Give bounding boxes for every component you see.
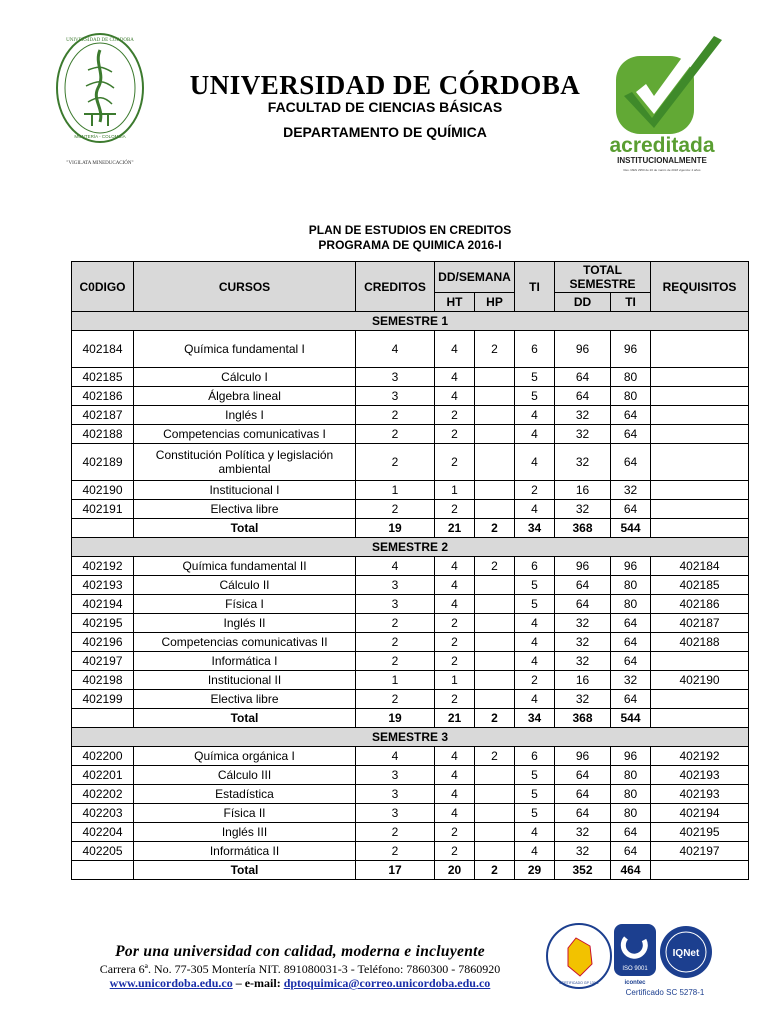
table-row <box>72 690 749 709</box>
curriculum-body <box>72 312 749 880</box>
semester-ti: 80 <box>611 804 651 823</box>
requisites: 402190 <box>651 671 749 690</box>
credits: 2 <box>356 500 435 519</box>
hours-ht: 2 <box>435 652 475 671</box>
email-separator: – e-mail: <box>232 976 284 990</box>
course-code: 402191 <box>72 500 134 519</box>
hours-hp <box>475 425 515 444</box>
total-ht: 21 <box>435 709 475 728</box>
semester-ti: 32 <box>611 671 651 690</box>
credits: 4 <box>356 331 435 368</box>
seal-outer-text: UNIVERSIDAD DE CÓRDOBA <box>66 38 134 43</box>
requisites: 402188 <box>651 633 749 652</box>
semester-ti: 80 <box>611 785 651 804</box>
total-blank <box>72 519 134 538</box>
iqnet-label: IQNet <box>672 948 700 959</box>
requisites: 402187 <box>651 614 749 633</box>
course-name: Estadística <box>134 785 356 804</box>
hours-ti: 5 <box>515 785 555 804</box>
table-row <box>72 595 749 614</box>
credits: 4 <box>356 557 435 576</box>
semester-dd: 32 <box>555 842 611 861</box>
hours-hp <box>475 595 515 614</box>
course-code: 402204 <box>72 823 134 842</box>
course-code: 402200 <box>72 747 134 766</box>
accreditation-word: acreditada <box>609 134 715 157</box>
semester-dd: 32 <box>555 690 611 709</box>
credits: 2 <box>356 842 435 861</box>
semester-dd: 64 <box>555 595 611 614</box>
hours-ti: 5 <box>515 576 555 595</box>
hours-ht: 2 <box>435 842 475 861</box>
course-name: Competencias comunicativas II <box>134 633 356 652</box>
course-code: 402187 <box>72 406 134 425</box>
hours-ht: 1 <box>435 671 475 690</box>
semester-ti: 64 <box>611 652 651 671</box>
credits: 3 <box>356 368 435 387</box>
semester-dd: 32 <box>555 425 611 444</box>
credits: 2 <box>356 652 435 671</box>
total-ti: 29 <box>515 861 555 880</box>
semester-dd: 64 <box>555 785 611 804</box>
col-dd: DD <box>555 293 611 312</box>
semester-dd: 32 <box>555 406 611 425</box>
semester-ti: 80 <box>611 368 651 387</box>
requisites: 402193 <box>651 785 749 804</box>
hours-ht: 4 <box>435 804 475 823</box>
total-dd: 368 <box>555 519 611 538</box>
requisites <box>651 368 749 387</box>
course-name: Inglés I <box>134 406 356 425</box>
semester-dd: 64 <box>555 576 611 595</box>
credits: 2 <box>356 633 435 652</box>
total-dd: 368 <box>555 709 611 728</box>
credits: 3 <box>356 595 435 614</box>
credits: 3 <box>356 785 435 804</box>
hours-ht: 4 <box>435 595 475 614</box>
total-blank <box>72 861 134 880</box>
hours-ht: 2 <box>435 500 475 519</box>
semester-dd: 64 <box>555 368 611 387</box>
course-code: 402189 <box>72 444 134 481</box>
requisites <box>651 500 749 519</box>
hours-ti: 6 <box>515 557 555 576</box>
hours-ht: 4 <box>435 785 475 804</box>
total-credits: 17 <box>356 861 435 880</box>
course-name: Química fundamental I <box>134 331 356 368</box>
course-name: Física II <box>134 804 356 823</box>
course-code: 402202 <box>72 785 134 804</box>
credits: 3 <box>356 766 435 785</box>
col-codigo: C0DIGO <box>72 262 134 312</box>
semester-ti: 64 <box>611 842 651 861</box>
semester-ti: 64 <box>611 425 651 444</box>
table-row <box>72 671 749 690</box>
course-name: Informática II <box>134 842 356 861</box>
table-row <box>72 785 749 804</box>
course-code: 402196 <box>72 633 134 652</box>
total-requisites-blank <box>651 519 749 538</box>
accreditation-logo <box>604 30 724 175</box>
hours-ti: 4 <box>515 406 555 425</box>
semester-dd: 96 <box>555 747 611 766</box>
total-row <box>72 861 749 880</box>
hours-ht: 4 <box>435 557 475 576</box>
total-blank <box>72 709 134 728</box>
semester-label: SEMESTRE 2 <box>72 538 749 557</box>
table-row <box>72 444 749 481</box>
semester-ti: 64 <box>611 633 651 652</box>
hours-hp <box>475 444 515 481</box>
col-hp: HP <box>475 293 515 312</box>
course-name: Informática I <box>134 652 356 671</box>
hours-hp: 2 <box>475 557 515 576</box>
semester-ti: 96 <box>611 747 651 766</box>
total-credits: 19 <box>356 519 435 538</box>
plan-title: PLAN DE ESTUDIOS EN CREDITOS <box>308 223 512 237</box>
hours-hp <box>475 690 515 709</box>
course-name: Constitución Política y legislación ambiental <box>134 444 356 481</box>
university-name: UNIVERSIDAD DE CÓRDOBA <box>189 70 581 100</box>
course-name: Cálculo II <box>134 576 356 595</box>
requisites: 402184 <box>651 557 749 576</box>
total-ht: 21 <box>435 519 475 538</box>
total-label: Total <box>134 709 356 728</box>
hours-ti: 4 <box>515 500 555 519</box>
requisites <box>651 690 749 709</box>
hours-ht: 4 <box>435 331 475 368</box>
hours-hp <box>475 614 515 633</box>
requisites: 402195 <box>651 823 749 842</box>
course-code: 402184 <box>72 331 134 368</box>
total-label: Total <box>134 519 356 538</box>
footer-links <box>40 976 560 991</box>
hours-ht: 2 <box>435 614 475 633</box>
total-dd: 352 <box>555 861 611 880</box>
requisites <box>651 406 749 425</box>
table-row <box>72 425 749 444</box>
course-name: Física I <box>134 595 356 614</box>
col-total-semestre: TOTAL SEMESTRE <box>555 262 651 293</box>
course-name: Institucional I <box>134 481 356 500</box>
table-row <box>72 331 749 368</box>
semester-ti: 64 <box>611 444 651 481</box>
course-name: Electiva libre <box>134 500 356 519</box>
semester-dd: 96 <box>555 557 611 576</box>
hours-ti: 4 <box>515 823 555 842</box>
accreditation-sub: INSTITUCIONALMENTE <box>617 156 707 165</box>
hours-ti: 5 <box>515 387 555 406</box>
total-requisites-blank <box>651 709 749 728</box>
course-name: Institucional II <box>134 671 356 690</box>
hours-ti: 5 <box>515 595 555 614</box>
email-link[interactable]: dptoquimica@correo.unicordoba.edu.co <box>283 976 491 990</box>
col-requisitos: REQUISITOS <box>651 262 749 312</box>
hours-hp <box>475 842 515 861</box>
hours-hp <box>475 576 515 595</box>
course-name: Álgebra lineal <box>134 387 356 406</box>
table-row <box>72 842 749 861</box>
hours-hp <box>475 633 515 652</box>
credits: 2 <box>356 444 435 481</box>
table-row <box>72 823 749 842</box>
requisites <box>651 481 749 500</box>
credits: 2 <box>356 690 435 709</box>
hours-hp <box>475 368 515 387</box>
table-row <box>72 481 749 500</box>
col-dd-semana: DD/SEMANA <box>435 262 515 293</box>
table-row <box>72 406 749 425</box>
credits: 2 <box>356 614 435 633</box>
course-code: 402188 <box>72 425 134 444</box>
hours-ti: 6 <box>515 747 555 766</box>
credits: 2 <box>356 823 435 842</box>
requisites: 402192 <box>651 747 749 766</box>
semester-label: SEMESTRE 1 <box>72 312 749 331</box>
hours-hp <box>475 671 515 690</box>
course-code: 402190 <box>72 481 134 500</box>
semester-ti: 80 <box>611 766 651 785</box>
course-name: Electiva libre <box>134 690 356 709</box>
requisites <box>651 444 749 481</box>
hours-ht: 2 <box>435 444 475 481</box>
table-row <box>72 576 749 595</box>
credits: 3 <box>356 804 435 823</box>
semester-dd: 64 <box>555 766 611 785</box>
hours-ti: 5 <box>515 368 555 387</box>
hours-ht: 4 <box>435 387 475 406</box>
hours-ti: 5 <box>515 804 555 823</box>
semester-header-row <box>72 312 749 331</box>
semester-dd: 32 <box>555 500 611 519</box>
table-row <box>72 747 749 766</box>
certification-logos <box>546 918 716 998</box>
hours-ti: 4 <box>515 614 555 633</box>
semester-ti: 96 <box>611 557 651 576</box>
course-name: Cálculo III <box>134 766 356 785</box>
hours-ht: 2 <box>435 425 475 444</box>
course-name: Competencias comunicativas I <box>134 425 356 444</box>
hours-hp <box>475 481 515 500</box>
hours-ti: 4 <box>515 444 555 481</box>
hours-hp: 2 <box>475 331 515 368</box>
credits: 3 <box>356 576 435 595</box>
seal-motto: "VIGILATA MINEDUCACIÓN" <box>66 161 134 166</box>
hours-ht: 4 <box>435 766 475 785</box>
hours-hp <box>475 823 515 842</box>
total-credits: 19 <box>356 709 435 728</box>
requisites <box>651 425 749 444</box>
hours-hp <box>475 500 515 519</box>
total-ht: 20 <box>435 861 475 880</box>
credits: 4 <box>356 747 435 766</box>
hours-ti: 4 <box>515 633 555 652</box>
course-name: Química fundamental II <box>134 557 356 576</box>
program-title: PROGRAMA DE QUIMICA 2016-I <box>318 238 502 252</box>
credits: 1 <box>356 671 435 690</box>
semester-header-row <box>72 538 749 557</box>
website-link[interactable]: www.unicordoba.edu.co <box>109 976 233 990</box>
hours-ht: 4 <box>435 576 475 595</box>
semester-ti: 32 <box>611 481 651 500</box>
total-semester-ti: 544 <box>611 709 651 728</box>
course-code: 402199 <box>72 690 134 709</box>
hours-ht: 2 <box>435 406 475 425</box>
course-code: 402185 <box>72 368 134 387</box>
footer-address: Carrera 6ª. No. 77-305 Montería NIT. 891080031-3 - Teléfono: 7860300 - 7860920 <box>99 962 501 976</box>
course-name: Inglés III <box>134 823 356 842</box>
hours-hp <box>475 804 515 823</box>
course-name: Cálculo I <box>134 368 356 387</box>
col-creditos: CREDITOS <box>356 262 435 312</box>
table-row <box>72 652 749 671</box>
total-ti: 34 <box>515 519 555 538</box>
credits: 3 <box>356 387 435 406</box>
col-ti-semestre: TI <box>611 293 651 312</box>
table-row <box>72 633 749 652</box>
curriculum-table <box>71 261 749 880</box>
total-row <box>72 519 749 538</box>
hours-ht: 2 <box>435 823 475 842</box>
hours-hp <box>475 785 515 804</box>
requisites: 402186 <box>651 595 749 614</box>
hours-hp: 2 <box>475 747 515 766</box>
total-label: Total <box>134 861 356 880</box>
total-semester-ti: 464 <box>611 861 651 880</box>
credits: 2 <box>356 425 435 444</box>
col-cursos: CURSOS <box>134 262 356 312</box>
total-hp: 2 <box>475 519 515 538</box>
university-seal-logo <box>54 30 146 170</box>
iso-label: ISO 9001 <box>622 966 648 972</box>
semester-ti: 64 <box>611 690 651 709</box>
hours-ht: 4 <box>435 747 475 766</box>
requisites: 402193 <box>651 766 749 785</box>
course-code: 402186 <box>72 387 134 406</box>
semester-ti: 64 <box>611 406 651 425</box>
semester-header-row <box>72 728 749 747</box>
course-name: Química orgánica I <box>134 747 356 766</box>
total-hp: 2 <box>475 709 515 728</box>
course-code: 402203 <box>72 804 134 823</box>
course-code: 402201 <box>72 766 134 785</box>
requisites <box>651 652 749 671</box>
semester-ti: 64 <box>611 500 651 519</box>
faculty-name: FACULTAD DE CIENCIAS BÁSICAS <box>267 99 503 115</box>
semester-ti: 64 <box>611 823 651 842</box>
semester-dd: 16 <box>555 481 611 500</box>
requisites: 402197 <box>651 842 749 861</box>
hours-ti: 4 <box>515 652 555 671</box>
semester-dd: 32 <box>555 823 611 842</box>
semester-dd: 32 <box>555 652 611 671</box>
hours-hp <box>475 766 515 785</box>
course-code: 402195 <box>72 614 134 633</box>
credits: 1 <box>356 481 435 500</box>
credits: 2 <box>356 406 435 425</box>
hours-ht: 2 <box>435 633 475 652</box>
seal-inner-text: MONTERÍA - COLOMBIA <box>74 134 126 139</box>
semester-ti: 80 <box>611 576 651 595</box>
requisites: 402194 <box>651 804 749 823</box>
semester-dd: 64 <box>555 387 611 406</box>
hours-ti: 2 <box>515 481 555 500</box>
course-code: 402193 <box>72 576 134 595</box>
table-row <box>72 500 749 519</box>
hours-ti: 2 <box>515 671 555 690</box>
hours-ht: 4 <box>435 368 475 387</box>
semester-dd: 96 <box>555 331 611 368</box>
accreditation-fine-print: Res. MEN 2950 de 20 de marzo de 2018 vigencia: 4 años <box>623 168 701 172</box>
table-row <box>72 387 749 406</box>
cert-co-label: CERTIFICADO GP 130-1 <box>559 981 599 985</box>
hours-ti: 4 <box>515 842 555 861</box>
total-semester-ti: 544 <box>611 519 651 538</box>
hours-ht: 1 <box>435 481 475 500</box>
hours-hp <box>475 387 515 406</box>
course-name: Inglés II <box>134 614 356 633</box>
table-row <box>72 804 749 823</box>
icontec-label: icontec <box>624 980 646 986</box>
semester-ti: 96 <box>611 331 651 368</box>
col-ti: TI <box>515 262 555 312</box>
total-row <box>72 709 749 728</box>
course-code: 402197 <box>72 652 134 671</box>
course-code: 402192 <box>72 557 134 576</box>
semester-label: SEMESTRE 3 <box>72 728 749 747</box>
semester-dd: 64 <box>555 804 611 823</box>
semester-dd: 32 <box>555 444 611 481</box>
semester-dd: 32 <box>555 633 611 652</box>
semester-dd: 32 <box>555 614 611 633</box>
requisites <box>651 387 749 406</box>
requisites <box>651 331 749 368</box>
footer-slogan: Por una universidad con calidad, moderna e incluyente <box>115 943 485 960</box>
semester-ti: 64 <box>611 614 651 633</box>
hours-ti: 6 <box>515 331 555 368</box>
total-requisites-blank <box>651 861 749 880</box>
hours-ti: 4 <box>515 690 555 709</box>
table-row <box>72 766 749 785</box>
total-ti: 34 <box>515 709 555 728</box>
col-ht: HT <box>435 293 475 312</box>
semester-ti: 80 <box>611 387 651 406</box>
course-code: 402205 <box>72 842 134 861</box>
semester-ti: 80 <box>611 595 651 614</box>
hours-ti: 5 <box>515 766 555 785</box>
hours-hp <box>475 406 515 425</box>
course-code: 402194 <box>72 595 134 614</box>
table-row <box>72 368 749 387</box>
table-row <box>72 614 749 633</box>
hours-ht: 2 <box>435 690 475 709</box>
department-name: DEPARTAMENTO DE QUÍMICA <box>283 124 487 140</box>
course-code: 402198 <box>72 671 134 690</box>
semester-dd: 16 <box>555 671 611 690</box>
total-hp: 2 <box>475 861 515 880</box>
hours-hp <box>475 652 515 671</box>
hours-ti: 4 <box>515 425 555 444</box>
cert-caption: Certificado SC 5278-1 <box>625 988 705 997</box>
requisites: 402185 <box>651 576 749 595</box>
table-row <box>72 557 749 576</box>
